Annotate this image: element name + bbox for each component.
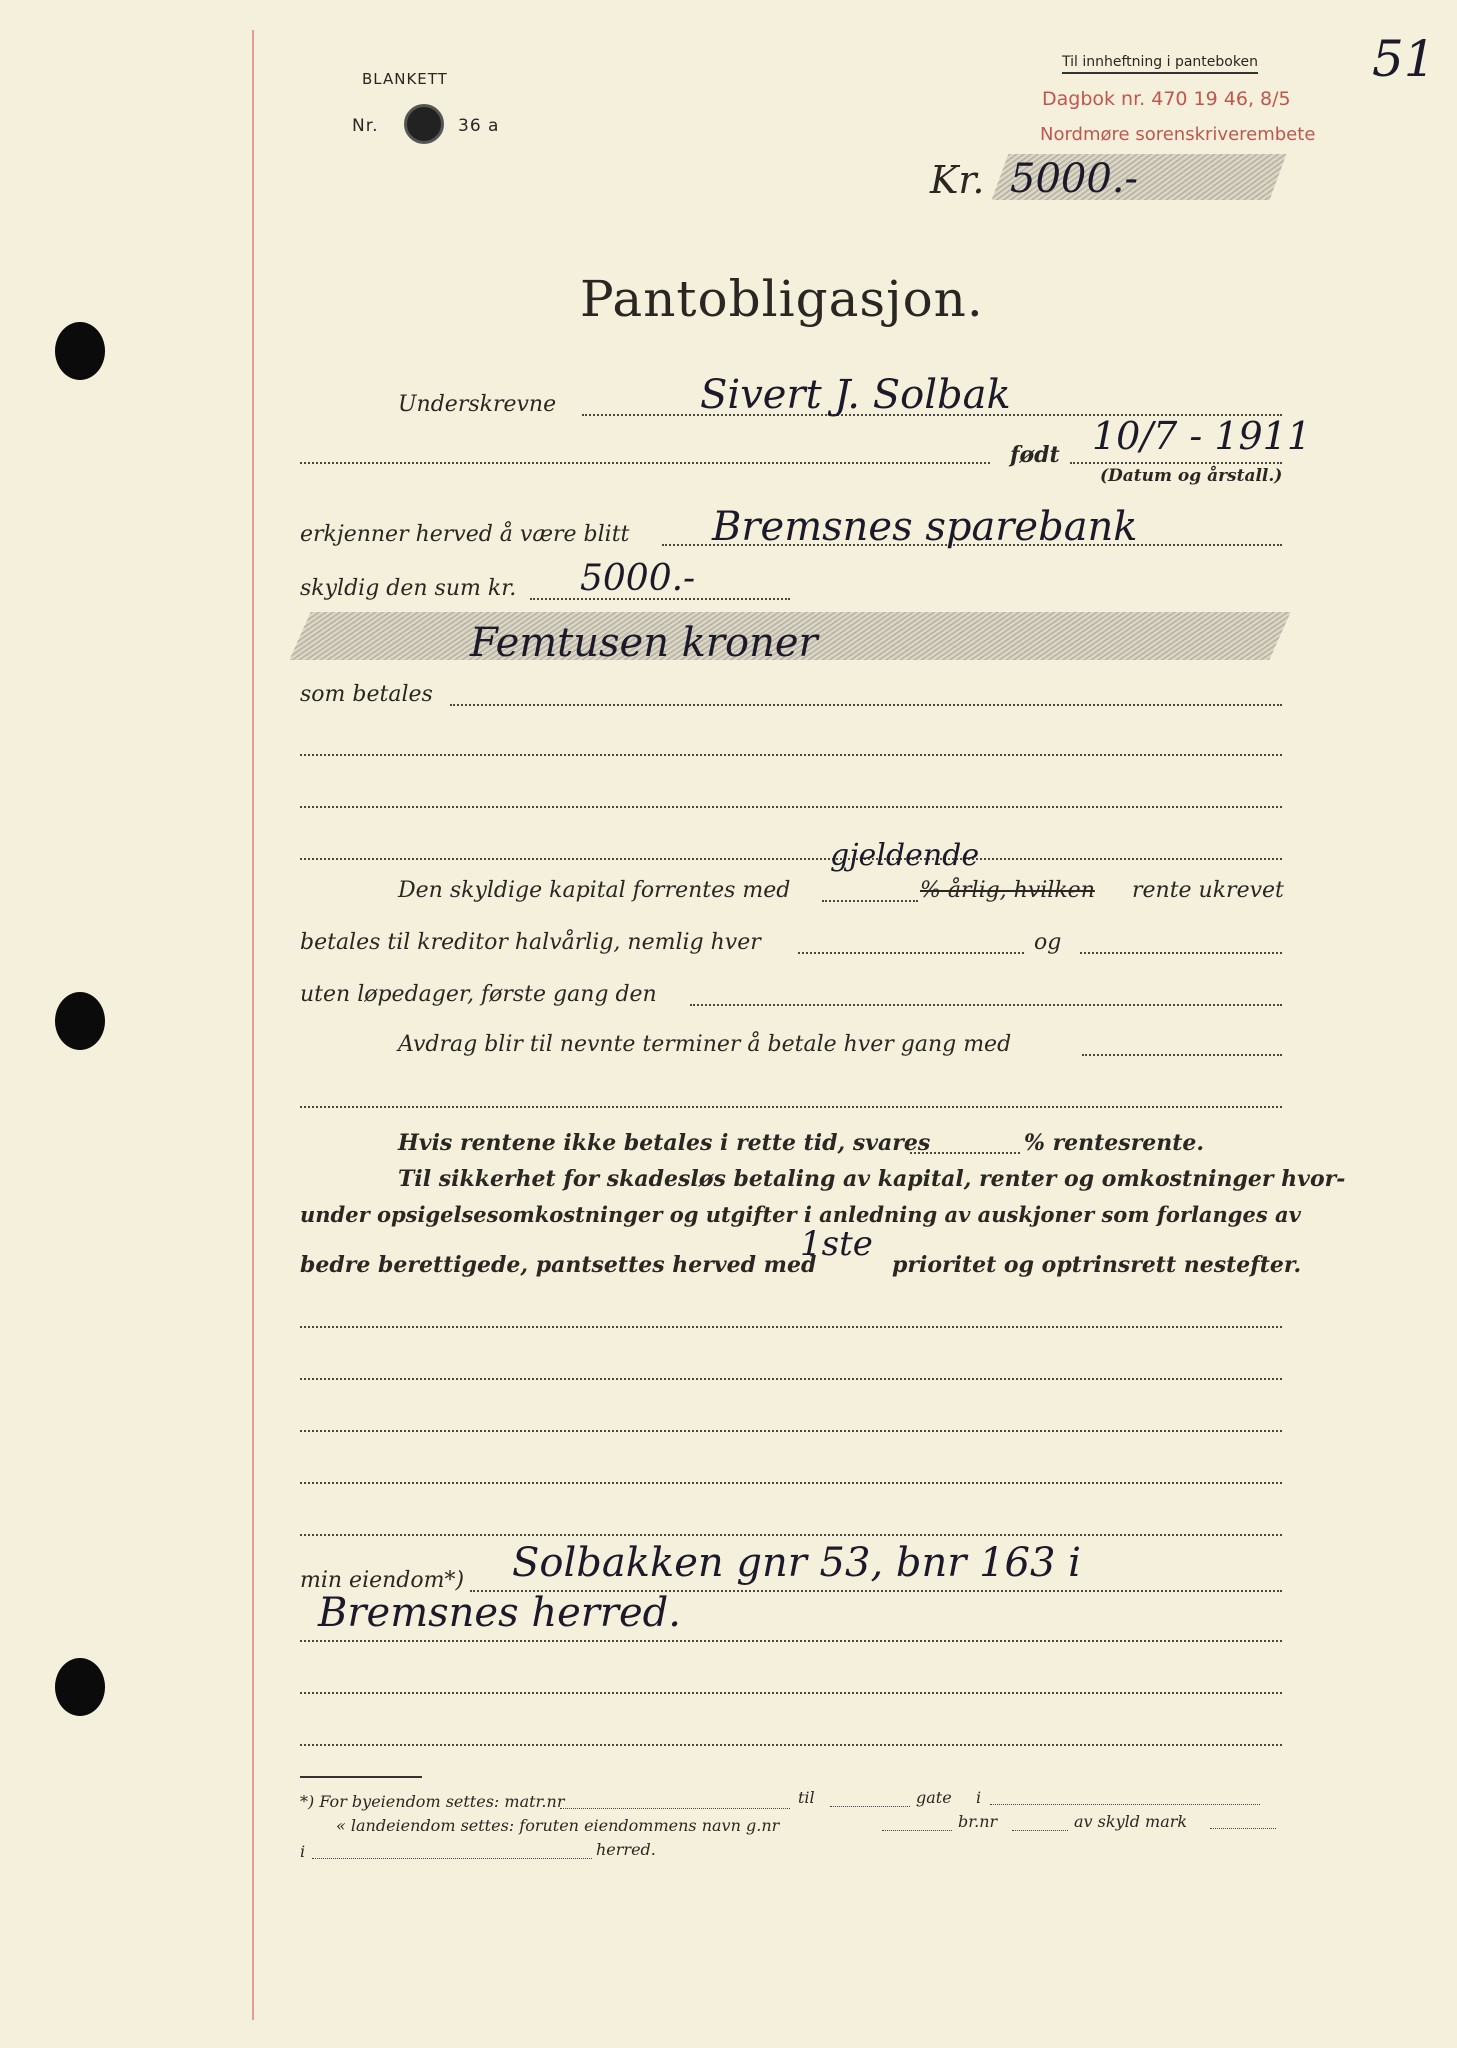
rente-line3: uten løpedager, første gang den xyxy=(300,982,657,1007)
dotted-line xyxy=(450,704,1282,706)
dagbok-stamp: Dagbok nr. 470 19 46, 8/5 xyxy=(1042,88,1291,110)
rente-line2b: og xyxy=(1034,930,1062,955)
footnote-line1-gate: gate xyxy=(916,1788,952,1807)
dotted-line xyxy=(300,1430,1282,1432)
dotted-line xyxy=(300,1692,1282,1694)
dotted-line xyxy=(300,1106,1282,1108)
kr-label: Kr. xyxy=(930,158,985,202)
sikkerhet-line1: Til sikkerhet for skadesløs betaling av kapital, renter og omkostninger hvor- xyxy=(398,1166,1346,1192)
dotted-line xyxy=(798,952,1024,954)
nr-label: Nr. xyxy=(352,116,379,136)
footnote-line1: *) For byeiendom settes: matr.nr xyxy=(300,1792,565,1811)
dotted-line xyxy=(300,754,1282,756)
prioritet-hand: 1ste xyxy=(800,1224,873,1264)
rente-struck: % årlig, hvilken xyxy=(920,878,1095,903)
erkjenner-value: Bremsnes sparebank xyxy=(712,504,1138,550)
dotted-line xyxy=(1012,1830,1068,1831)
eiendom-label: min eiendom*) xyxy=(300,1568,465,1593)
fodt-label: født xyxy=(1010,442,1060,468)
innheftning-note: Til innheftning i panteboken xyxy=(1062,54,1258,74)
dotted-line xyxy=(690,1004,1282,1006)
footnote-line2-brnr: br.nr xyxy=(958,1812,998,1831)
underskrevne-label: Underskrevne xyxy=(398,392,557,417)
footnote-line2-skyld: av skyld mark xyxy=(1074,1812,1188,1831)
page-title: Pantobligasjon. xyxy=(580,270,984,328)
punch-hole xyxy=(55,1658,105,1716)
punch-hole xyxy=(55,322,105,380)
dotted-line xyxy=(560,1808,790,1809)
footnote-line2: « landeiendom settes: foruten eiendommens navn g.nr xyxy=(336,1816,780,1835)
dotted-line xyxy=(830,1806,910,1807)
dotted-line xyxy=(300,462,990,464)
dotted-line xyxy=(300,858,1282,860)
skyldig-label: skyldig den sum kr. xyxy=(300,576,517,601)
sum-words: Femtusen kroner xyxy=(470,620,818,666)
dotted-line xyxy=(312,1858,592,1859)
page-number: 51 xyxy=(1372,30,1436,88)
skyldig-value: 5000.- xyxy=(580,558,696,599)
eiendom-value-2: Bremsnes herred. xyxy=(318,1590,681,1636)
nr-value: 36 a xyxy=(458,116,500,136)
dotted-line xyxy=(300,1482,1282,1484)
dotted-line xyxy=(1070,462,1282,464)
underskrevne-value: Sivert J. Solbak xyxy=(700,372,1011,418)
dotted-line xyxy=(990,1804,1260,1805)
dotted-line xyxy=(300,1378,1282,1380)
hvis-text: Hvis rentene ikke betales i rette tid, svares xyxy=(398,1130,931,1156)
rente-line2: betales til kreditor halvårlig, nemlig hver xyxy=(300,930,761,955)
sikkerhet-line3: bedre berettigede, pantsettes herved med xyxy=(300,1252,817,1278)
punch-hole xyxy=(55,992,105,1050)
sorenskriver-stamp: Nordmøre sorenskriverembete xyxy=(1040,124,1316,145)
kr-value: 5000.- xyxy=(1010,156,1139,202)
dotted-line xyxy=(1210,1828,1276,1829)
blankett-label: BLANKETT xyxy=(362,70,448,88)
crown-seal-icon xyxy=(404,104,444,144)
hvis-text-b: % rentesrente. xyxy=(1024,1130,1205,1156)
dotted-line xyxy=(300,1640,1282,1642)
eiendom-value-1: Solbakken gnr 53, bnr 163 i xyxy=(512,1540,1081,1586)
dotted-line xyxy=(300,1326,1282,1328)
dotted-line xyxy=(300,1534,1282,1536)
dotted-line xyxy=(910,1152,1020,1154)
dotted-line xyxy=(1080,952,1282,954)
dotted-line xyxy=(300,1744,1282,1746)
datum-note: (Datum og årstall.) xyxy=(1100,466,1283,486)
fodt-value: 10/7 - 1911 xyxy=(1092,414,1312,458)
rente-hand: gjeldende xyxy=(830,838,980,873)
sikkerhet-line3b: prioritet og optrinsrett nestefter. xyxy=(892,1252,1302,1278)
avdrag-text: Avdrag blir til nevnte terminer å betale hver gang med xyxy=(398,1032,1012,1057)
sikkerhet-line2: under opsigelsesomkostninger og utgifter i anledning av auskjoner som forlanges av xyxy=(300,1202,1301,1227)
rente-line1: Den skyldige kapital forrentes med xyxy=(398,878,791,903)
footnote-line3: i xyxy=(300,1842,306,1861)
footnote-rule xyxy=(300,1776,422,1778)
margin-line xyxy=(252,30,254,2020)
dotted-line xyxy=(882,1830,952,1831)
dotted-line xyxy=(300,806,1282,808)
erkjenner-label: erkjenner herved å være blitt xyxy=(300,522,630,547)
dotted-line xyxy=(1082,1054,1282,1056)
rente-line1b: rente ukrevet xyxy=(1132,878,1284,903)
som-betales-label: som betales xyxy=(300,682,433,707)
footnote-line1-i: i xyxy=(976,1788,982,1807)
dotted-line xyxy=(822,900,918,902)
footnote-line1-til: til xyxy=(798,1788,815,1807)
footnote-line3-herred: herred. xyxy=(596,1840,656,1859)
